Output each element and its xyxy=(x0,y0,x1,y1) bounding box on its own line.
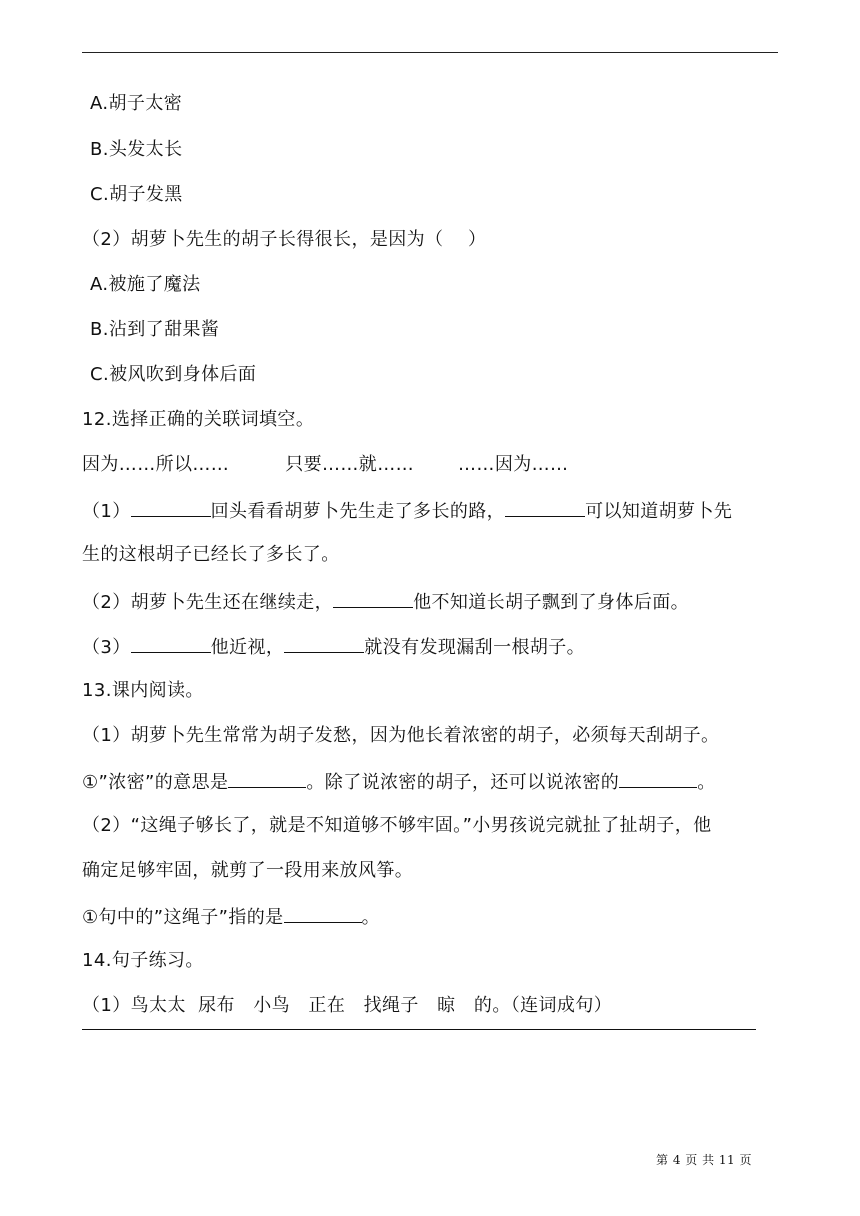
q13-title: 13.课内阅读。 xyxy=(82,680,204,701)
answer-blank[interactable] xyxy=(284,634,364,653)
q13-question-1 xyxy=(82,769,716,795)
q12-s1-prefix: （1） xyxy=(82,501,131,522)
header-rule xyxy=(82,52,778,53)
answer-blank[interactable] xyxy=(131,634,211,653)
q13-q1-end: 。 xyxy=(697,772,716,793)
q13-passage-2: （2）“这绳子够长了，就是不知道够不够牢固。”小男孩说完就扯了扯胡子，他 xyxy=(82,815,712,836)
q12-sentence-2 xyxy=(82,589,689,615)
q11-option-a: A.胡子太密 xyxy=(90,93,183,114)
q12-s3-prefix: （3） xyxy=(82,637,131,658)
q11-sub2-option-c: C.被风吹到身体后面 xyxy=(90,364,257,385)
q13-q1-mid: 。除了说浓密的胡子，还可以说浓密的 xyxy=(306,772,620,793)
q12-choice-2: 只要……就…… xyxy=(285,454,415,475)
q13-q1-prefix: ①”浓密”的意思是 xyxy=(82,772,229,793)
q12-s3-end: 就没有发现漏刮一根胡子。 xyxy=(364,637,586,658)
answer-blank[interactable] xyxy=(333,589,413,608)
q12-s2-end: 他不知道长胡子飘到了身体后面。 xyxy=(413,592,690,613)
q13-q2-end: 。 xyxy=(361,907,380,928)
answer-blank[interactable] xyxy=(505,498,585,517)
q12-choice-3: ……因为…… xyxy=(458,454,569,475)
q14-title: 14.句子练习。 xyxy=(82,950,204,971)
q12-sentence-3 xyxy=(82,634,585,660)
answer-blank[interactable] xyxy=(228,769,306,788)
q12-s1-mid: 回头看看胡萝卜先生走了多长的路， xyxy=(210,501,506,522)
q13-passage-1: （1）胡萝卜先生常常为胡子发愁，因为他长着浓密的胡子，必须每天刮胡子。 xyxy=(82,725,720,746)
q13-question-2 xyxy=(82,904,380,930)
q11-sub2-question: （2）胡萝卜先生的胡子长得很长，是因为（ ） xyxy=(82,229,487,250)
answer-line[interactable] xyxy=(82,1029,756,1030)
q13-q2-prefix: ①句中的”这绳子”指的是 xyxy=(82,907,284,928)
q14-sentence-1: （1）鸟太太 尿布 小鸟 正在 找绳子 晾 的。（连词成句） xyxy=(82,995,613,1016)
q12-sentence-1 xyxy=(82,498,732,524)
answer-blank[interactable] xyxy=(619,769,697,788)
q13-passage-2-cont: 确定足够牢固，就剪了一段用来放风筝。 xyxy=(82,860,414,881)
answer-blank[interactable] xyxy=(131,498,211,517)
q12-title: 12.选择正确的关联词填空。 xyxy=(82,409,315,430)
q12-sentence-1-cont: 生的这根胡子已经长了多长了。 xyxy=(82,544,340,565)
q11-sub2-option-b: B.沾到了甜果酱 xyxy=(90,319,220,340)
answer-blank[interactable] xyxy=(284,904,362,923)
q12-choice-1: 因为……所以…… xyxy=(82,454,230,475)
q12-choices xyxy=(82,453,568,477)
page-number: 第 4 页 共 11 页 xyxy=(656,1153,752,1167)
q12-s1-end: 可以知道胡萝卜先 xyxy=(585,501,733,522)
q11-option-c: C.胡子发黑 xyxy=(90,184,183,205)
q11-sub2-option-a: A.被施了魔法 xyxy=(90,274,201,295)
q12-s2-prefix: （2）胡萝卜先生还在继续走， xyxy=(82,592,334,613)
q11-option-b: B.头发太长 xyxy=(90,139,183,160)
q12-s3-mid: 他近视， xyxy=(210,637,285,658)
